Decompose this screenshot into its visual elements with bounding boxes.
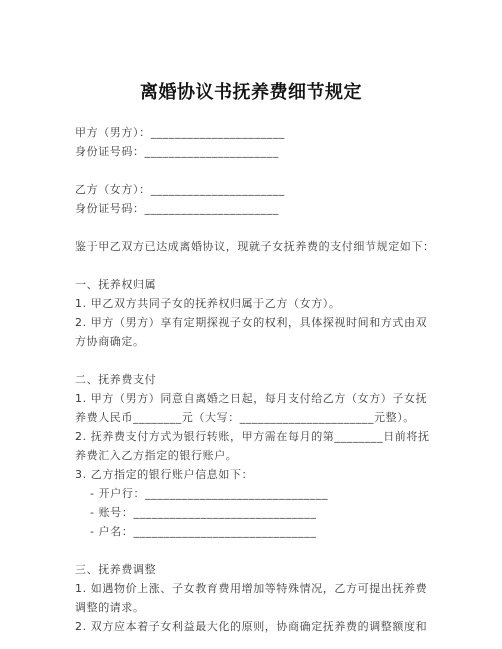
section-2-line: 1. 甲方（男方）同意自离婚之日起，每月支付给乙方（女方）子女抚 xyxy=(75,392,428,405)
section-1-line: 方协商确定。 xyxy=(75,335,145,348)
section-2-line: 2. 抚养费支付方式为银行转账，甲方需在每月的第________日前将抚 xyxy=(75,430,430,443)
section-2-line: 养费汇入乙方指定的银行账户。 xyxy=(75,449,238,462)
section-3-heading: 三、抚养费调整 xyxy=(75,563,157,576)
section-3-line: 调整的请求。 xyxy=(75,601,145,614)
party-b-name-line: 乙方（女方）：______________________ xyxy=(75,183,285,196)
intro-paragraph: 鉴于甲乙双方已达成离婚协议，现就子女抚养费的支付细节规定如下： xyxy=(75,240,435,253)
party-b-id-line: 身份证号码：______________________ xyxy=(75,202,279,215)
section-2-line: 3. 乙方指定的银行账户信息如下： xyxy=(75,468,254,481)
section-2-heading: 二、抚养费支付 xyxy=(75,373,157,386)
party-a-id-line: 身份证号码：______________________ xyxy=(75,145,279,158)
bank-branch-line: - 开户行：______________________________ xyxy=(90,487,329,500)
account-name-line: - 户名：______________________________ xyxy=(90,525,317,538)
section-3-line: 2. 双方应本着子女利益最大化的原则，协商确定抚养费的调整额度和 xyxy=(75,620,428,633)
party-a-name-line: 甲方（男方）：______________________ xyxy=(75,126,285,139)
section-1-heading: 一、抚养权归属 xyxy=(75,278,157,291)
section-2-line: 养费人民币________元（大写：______________________元整）。 xyxy=(75,411,415,424)
section-3-line: 1. 如遇物价上涨、子女教育费用增加等特殊情况，乙方可提出抚养费 xyxy=(75,582,428,595)
document-title: 离婚协议书抚养费细节规定 xyxy=(140,82,362,103)
section-1-line: 1. 甲乙双方共同子女的抚养权归属于乙方（女方）。 xyxy=(75,297,341,310)
section-1-line: 2. 甲方（男方）享有定期探视子女的权利，具体探视时间和方式由双 xyxy=(75,316,428,329)
bank-account-line: - 账号：______________________________ xyxy=(90,506,317,519)
